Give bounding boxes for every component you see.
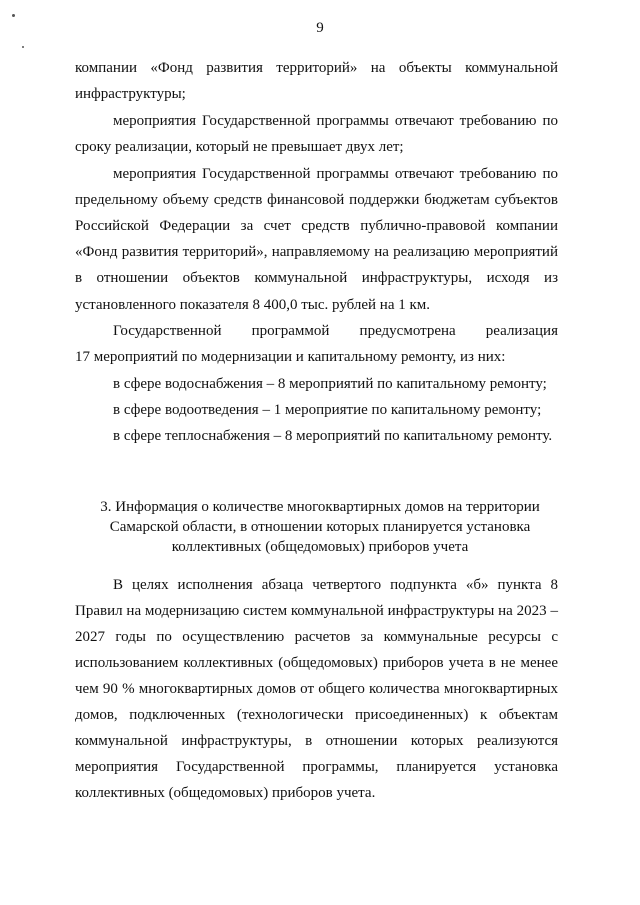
paragraph-line: предельному объему средств финансовой поддержки бюджетам субъектов: [75, 192, 558, 208]
list-item: в сфере теплоснабжения – 8 мероприятий по капитальному ремонту.: [113, 428, 553, 444]
section-heading: 3. Информация о количестве многоквартирных домов на территории: [100, 499, 540, 515]
paragraph-line: Государственной программой предусмотрена реализация: [113, 323, 558, 339]
paragraph-line: Российской Федерации за счет средств публично-правовой компании: [75, 218, 558, 234]
paragraph-line: 2027 годы по осуществлению расчетов за коммунальные ресурсы с: [75, 629, 558, 645]
paragraph-line: в отношении объектов коммунальной инфраструктуры, исходя из: [75, 270, 558, 286]
paragraph-line: 17 мероприятий по модернизации и капитальному ремонту, из них:: [75, 349, 506, 365]
paragraph-line: установленного показателя 8 400,0 тыс. рублей на 1 км.: [75, 297, 431, 313]
section-heading: коллективных (общедомовых) приборов учета: [171, 539, 469, 555]
list-item: в сфере водоснабжения – 8 мероприятий по капитальному ремонту;: [113, 376, 547, 392]
paragraph-line: компании «Фонд развития территорий» на объекты коммунальной: [75, 60, 558, 76]
page-number: 9: [316, 20, 324, 36]
paragraph-line: мероприятия Государственной программы отвечают требованию по: [113, 166, 558, 182]
paragraph-line: мероприятия Государственной программы отвечают требованию по: [113, 113, 558, 129]
paragraph-line: домов, подключенных (технологически присоединенных) к объектам: [75, 707, 558, 723]
paragraph-line: инфраструктуры;: [75, 86, 186, 102]
scan-mark: [22, 46, 24, 48]
paragraph-line: чем 90 % многоквартирных домов от общего количества многоквартирных: [75, 681, 558, 697]
paragraph-line: Правил на модернизацию систем коммунальной инфраструктуры на 2023 –: [75, 603, 558, 619]
scan-mark: [12, 14, 15, 17]
paragraph-line: коммунальной инфраструктуры, в отношении которых реализуются: [75, 733, 558, 749]
section-heading: Самарской области, в отношении которых планируется установка: [109, 519, 531, 535]
paragraph-line: В целях исполнения абзаца четвертого подпункта «б» пункта 8: [113, 577, 558, 593]
paragraph-line: сроку реализации, который не превышает двух лет;: [75, 139, 404, 155]
paragraph-line: коллективных (общедомовых) приборов учета.: [75, 785, 376, 801]
paragraph-line: мероприятия Государственной программы, планируется установка: [75, 759, 558, 775]
paragraph-line: использованием коллективных (общедомовых) приборов учета в не менее: [75, 655, 558, 671]
list-item: в сфере водоотведения – 1 мероприятие по капитальному ремонту;: [113, 402, 542, 418]
paragraph-line: «Фонд развития территорий», направляемому на реализацию мероприятий: [75, 244, 558, 260]
